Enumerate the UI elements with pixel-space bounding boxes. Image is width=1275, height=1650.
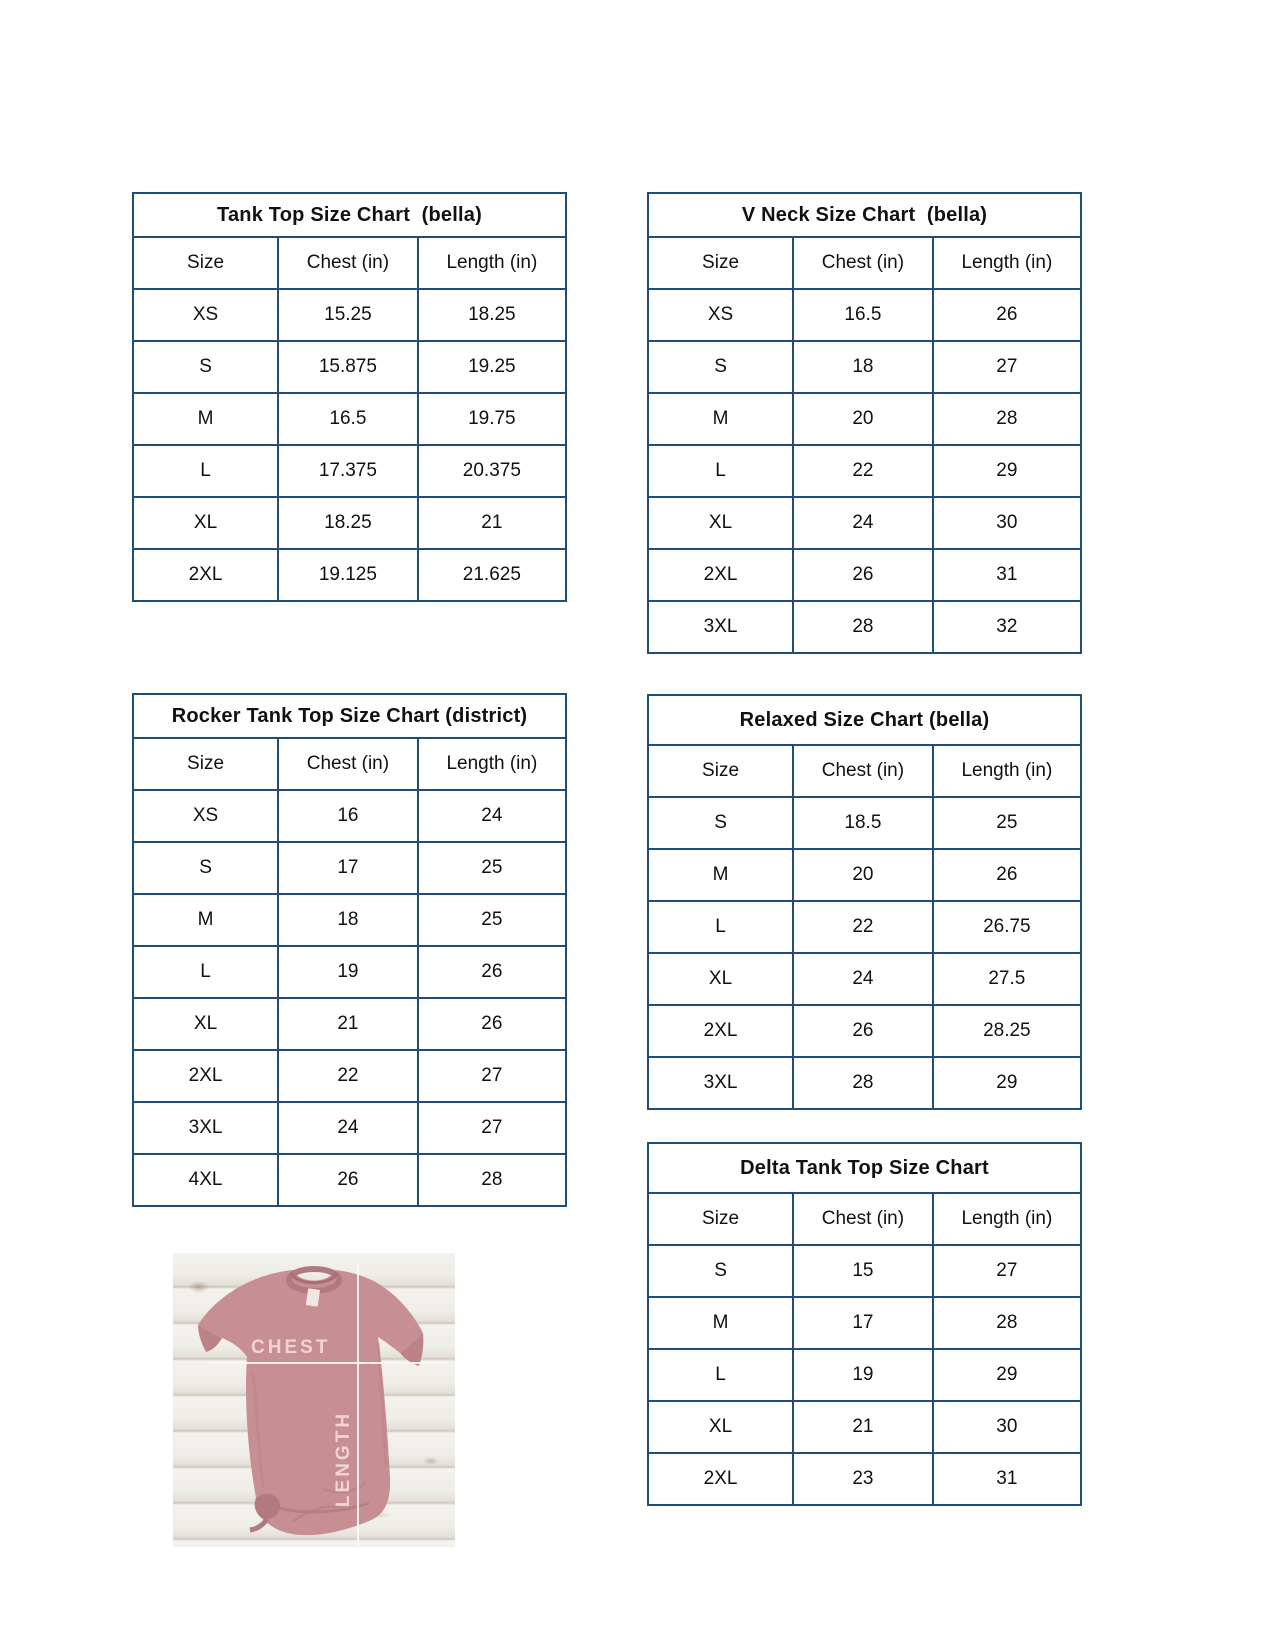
relaxed-size-chart-row-0-cell-2: 25 (932, 798, 1080, 848)
rocker-tank-top-size-chart-row-1-cell-1: 17 (277, 843, 417, 893)
v-neck-size-chart-header-row-cell-2: Length (in) (932, 238, 1080, 288)
delta-tank-top-size-chart-row-1-cell-0: M (712, 1312, 729, 1333)
tank-top-size-chart-header-row-cell-2: Length (in) (417, 238, 565, 288)
delta-tank-top-size-chart-row-4-cell-0: 2XL (703, 1468, 738, 1489)
rocker-tank-top-size-chart-row-1-cell-0: S (199, 857, 212, 878)
v-neck-size-chart-row-5 (649, 548, 1080, 600)
rocker-tank-top-size-chart-row-0-cell-0: XS (192, 805, 219, 826)
delta-tank-top-size-chart-row-4 (649, 1452, 1080, 1504)
length-measure-line (357, 1263, 359, 1547)
v-neck-size-chart-row-2-cell-1: 20 (792, 394, 932, 444)
v-neck-size-chart-row-6-cell-2: 32 (932, 602, 1080, 652)
v-neck-size-chart-header-row (649, 236, 1080, 288)
v-neck-size-chart-row-2 (649, 392, 1080, 444)
rocker-tank-top-size-chart-row-3 (134, 945, 565, 997)
tank-top-size-chart-row-0-cell-1: 15.25 (277, 290, 417, 340)
relaxed-size-chart-row-0-cell-0: S (714, 812, 727, 833)
relaxed-size-chart-row-1-cell-2: 26 (932, 850, 1080, 900)
tank-top-size-chart-table (132, 192, 567, 602)
tank-top-size-chart-row-5-cell-1: 19.125 (277, 550, 417, 600)
delta-tank-top-size-chart-row-2-cell-1: 19 (792, 1350, 932, 1400)
rocker-tank-top-size-chart-row-3-cell-0: L (200, 961, 211, 982)
delta-tank-top-size-chart-row-0-cell-1: 15 (792, 1246, 932, 1296)
relaxed-size-chart-row-4 (649, 1004, 1080, 1056)
tank-top-size-chart-row-5-cell-0: 2XL (188, 564, 223, 585)
v-neck-size-chart-row-3-cell-0: L (715, 460, 726, 481)
rocker-tank-top-size-chart-row-3-cell-2: 26 (417, 947, 565, 997)
rocker-tank-top-size-chart-title: Rocker Tank Top Size Chart (district) (171, 704, 528, 727)
tank-top-size-chart-row-0-cell-0: XS (192, 304, 219, 325)
rocker-tank-top-size-chart-row-1 (134, 841, 565, 893)
tank-top-size-chart-header-row-cell-0: Size (187, 252, 225, 273)
v-neck-size-chart-row-4-cell-1: 24 (792, 498, 932, 548)
v-neck-size-chart-row-5-cell-1: 26 (792, 550, 932, 600)
tank-top-size-chart-row-1-cell-2: 19.25 (417, 342, 565, 392)
tank-top-size-chart-header-row-cell-1: Chest (in) (277, 238, 417, 288)
tank-top-size-chart-row-3-cell-2: 20.375 (417, 446, 565, 496)
length-label: LENGTH (333, 1410, 354, 1508)
rocker-tank-top-size-chart-row-4-cell-2: 26 (417, 999, 565, 1049)
rocker-tank-top-size-chart-row-4-cell-1: 21 (277, 999, 417, 1049)
delta-tank-top-size-chart-row-2-cell-2: 29 (932, 1350, 1080, 1400)
rocker-tank-top-size-chart-row-6-cell-0: 3XL (188, 1117, 223, 1138)
relaxed-size-chart-header-row-cell-2: Length (in) (932, 746, 1080, 796)
delta-tank-top-size-chart-row-2-cell-0: L (715, 1364, 726, 1385)
tank-top-size-chart-header-row (134, 236, 565, 288)
relaxed-size-chart-row-5-cell-1: 28 (792, 1058, 932, 1108)
delta-tank-top-size-chart-row-2 (649, 1348, 1080, 1400)
delta-tank-top-size-chart-row-4-cell-1: 23 (792, 1454, 932, 1504)
v-neck-size-chart-row-2-cell-2: 28 (932, 394, 1080, 444)
tank-top-size-chart-row-3 (134, 444, 565, 496)
relaxed-size-chart-row-3-cell-2: 27.5 (932, 954, 1080, 1004)
rocker-tank-top-size-chart-row-1-cell-2: 25 (417, 843, 565, 893)
v-neck-size-chart-row-5-cell-0: 2XL (703, 564, 738, 585)
chest-label: CHEST (251, 1337, 331, 1358)
rocker-tank-top-size-chart-row-2-cell-2: 25 (417, 895, 565, 945)
tank-top-size-chart-row-2-cell-2: 19.75 (417, 394, 565, 444)
v-neck-size-chart-row-1-cell-1: 18 (792, 342, 932, 392)
tank-top-size-chart-row-5 (134, 548, 565, 600)
rocker-tank-top-size-chart-row-2 (134, 893, 565, 945)
v-neck-size-chart-row-6-cell-1: 28 (792, 602, 932, 652)
relaxed-size-chart-title: Relaxed Size Chart (bella) (739, 708, 990, 731)
relaxed-size-chart-row-2-cell-0: L (715, 916, 726, 937)
v-neck-size-chart-row-6 (649, 600, 1080, 652)
v-neck-size-chart-row-0 (649, 288, 1080, 340)
relaxed-size-chart-row-2 (649, 900, 1080, 952)
tank-top-size-chart-row-1-cell-0: S (199, 356, 212, 377)
relaxed-size-chart-row-3-cell-0: XL (708, 968, 733, 989)
v-neck-size-chart-table (647, 192, 1082, 654)
delta-tank-top-size-chart-row-3-cell-2: 30 (932, 1402, 1080, 1452)
relaxed-size-chart-header-row-cell-1: Chest (in) (792, 746, 932, 796)
v-neck-size-chart-row-1-cell-0: S (714, 356, 727, 377)
v-neck-size-chart-row-1 (649, 340, 1080, 392)
rocker-tank-top-size-chart-header-row (134, 737, 565, 789)
tank-top-size-chart-row-0-cell-2: 18.25 (417, 290, 565, 340)
delta-tank-top-size-chart-row-3-cell-0: XL (708, 1416, 733, 1437)
delta-tank-top-size-chart-row-0-cell-0: S (714, 1260, 727, 1281)
rocker-tank-top-size-chart-row-7-cell-0: 4XL (188, 1169, 223, 1190)
relaxed-size-chart-table (647, 694, 1082, 1110)
delta-tank-top-size-chart-row-3-cell-1: 21 (792, 1402, 932, 1452)
delta-tank-top-size-chart-row-0 (649, 1244, 1080, 1296)
v-neck-size-chart-row-2-cell-0: M (712, 408, 729, 429)
tank-top-size-chart-row-2-cell-0: M (197, 408, 214, 429)
rocker-tank-top-size-chart-row-5-cell-1: 22 (277, 1051, 417, 1101)
tank-top-size-chart-row-0 (134, 288, 565, 340)
relaxed-size-chart-row-4-cell-1: 26 (792, 1006, 932, 1056)
rocker-tank-top-size-chart-header-row-cell-2: Length (in) (417, 739, 565, 789)
rocker-tank-top-size-chart-header-row-cell-1: Chest (in) (277, 739, 417, 789)
relaxed-size-chart-row-3 (649, 952, 1080, 1004)
relaxed-size-chart-header-row-cell-0: Size (702, 760, 740, 781)
relaxed-size-chart-row-0-cell-1: 18.5 (792, 798, 932, 848)
delta-tank-top-size-chart-header-row-cell-1: Chest (in) (792, 1194, 932, 1244)
tank-top-size-chart-row-5-cell-2: 21.625 (417, 550, 565, 600)
rocker-tank-top-size-chart-header-row-cell-0: Size (187, 753, 225, 774)
v-neck-size-chart-row-3-cell-1: 22 (792, 446, 932, 496)
v-neck-size-chart-header-row-cell-0: Size (702, 252, 740, 273)
rocker-tank-top-size-chart-row-6 (134, 1101, 565, 1153)
relaxed-size-chart-row-1-cell-0: M (712, 864, 729, 885)
delta-tank-top-size-chart-title: Delta Tank Top Size Chart (740, 1156, 989, 1179)
rocker-tank-top-size-chart-row-2-cell-0: M (197, 909, 214, 930)
relaxed-size-chart-row-4-cell-2: 28.25 (932, 1006, 1080, 1056)
tank-top-size-chart-row-2-cell-1: 16.5 (277, 394, 417, 444)
tank-top-size-chart-row-3-cell-0: L (200, 460, 211, 481)
relaxed-size-chart-row-3-cell-1: 24 (792, 954, 932, 1004)
tank-top-size-chart-row-3-cell-1: 17.375 (277, 446, 417, 496)
delta-tank-top-size-chart-row-0-cell-2: 27 (932, 1246, 1080, 1296)
delta-tank-top-size-chart-row-4-cell-2: 31 (932, 1454, 1080, 1504)
tank-top-size-chart-row-4-cell-0: XL (193, 512, 218, 533)
v-neck-size-chart-row-1-cell-2: 27 (932, 342, 1080, 392)
relaxed-size-chart-row-2-cell-1: 22 (792, 902, 932, 952)
rocker-tank-top-size-chart-row-0 (134, 789, 565, 841)
v-neck-size-chart-row-4-cell-2: 30 (932, 498, 1080, 548)
chest-measure-line (207, 1362, 449, 1364)
tshirt-measurement-photo (173, 1253, 455, 1547)
v-neck-size-chart-row-0-cell-1: 16.5 (792, 290, 932, 340)
delta-tank-top-size-chart-row-1 (649, 1296, 1080, 1348)
delta-tank-top-size-chart-row-1-cell-1: 17 (792, 1298, 932, 1348)
relaxed-size-chart-header-row (649, 744, 1080, 796)
tshirt-graphic (173, 1253, 455, 1547)
relaxed-size-chart-row-4-cell-0: 2XL (703, 1020, 738, 1041)
rocker-tank-top-size-chart-row-0-cell-2: 24 (417, 791, 565, 841)
rocker-tank-top-size-chart-row-3-cell-1: 19 (277, 947, 417, 997)
delta-tank-top-size-chart-table (647, 1142, 1082, 1506)
relaxed-size-chart-row-1-cell-1: 20 (792, 850, 932, 900)
delta-tank-top-size-chart-header-row-cell-2: Length (in) (932, 1194, 1080, 1244)
tank-top-size-chart-row-4-cell-2: 21 (417, 498, 565, 548)
tank-top-size-chart-row-1 (134, 340, 565, 392)
rocker-tank-top-size-chart-table (132, 693, 567, 1207)
rocker-tank-top-size-chart-row-5 (134, 1049, 565, 1101)
delta-tank-top-size-chart-row-3 (649, 1400, 1080, 1452)
v-neck-size-chart-row-3 (649, 444, 1080, 496)
v-neck-size-chart-row-0-cell-0: XS (707, 304, 734, 325)
relaxed-size-chart-row-5 (649, 1056, 1080, 1108)
rocker-tank-top-size-chart-row-2-cell-1: 18 (277, 895, 417, 945)
rocker-tank-top-size-chart-row-7 (134, 1153, 565, 1205)
delta-tank-top-size-chart-header-row (649, 1192, 1080, 1244)
rocker-tank-top-size-chart-row-4 (134, 997, 565, 1049)
relaxed-size-chart-row-1 (649, 848, 1080, 900)
v-neck-size-chart-row-0-cell-2: 26 (932, 290, 1080, 340)
v-neck-size-chart-title: V Neck Size Chart (bella) (741, 203, 988, 226)
rocker-tank-top-size-chart-row-7-cell-1: 26 (277, 1155, 417, 1205)
rocker-tank-top-size-chart-row-6-cell-2: 27 (417, 1103, 565, 1153)
rocker-tank-top-size-chart-row-4-cell-0: XL (193, 1013, 218, 1034)
delta-tank-top-size-chart-row-1-cell-2: 28 (932, 1298, 1080, 1348)
relaxed-size-chart-row-5-cell-2: 29 (932, 1058, 1080, 1108)
tank-top-size-chart-row-1-cell-1: 15.875 (277, 342, 417, 392)
relaxed-size-chart-row-5-cell-0: 3XL (703, 1072, 738, 1093)
tank-top-size-chart-row-2 (134, 392, 565, 444)
v-neck-size-chart-header-row-cell-1: Chest (in) (792, 238, 932, 288)
rocker-tank-top-size-chart-row-6-cell-1: 24 (277, 1103, 417, 1153)
v-neck-size-chart-row-3-cell-2: 29 (932, 446, 1080, 496)
rocker-tank-top-size-chart-row-5-cell-0: 2XL (188, 1065, 223, 1086)
tank-top-size-chart-row-4-cell-1: 18.25 (277, 498, 417, 548)
delta-tank-top-size-chart-header-row-cell-0: Size (702, 1208, 740, 1229)
v-neck-size-chart-row-4-cell-0: XL (708, 512, 733, 533)
rocker-tank-top-size-chart-row-0-cell-1: 16 (277, 791, 417, 841)
v-neck-size-chart-row-6-cell-0: 3XL (703, 616, 738, 637)
rocker-tank-top-size-chart-row-5-cell-2: 27 (417, 1051, 565, 1101)
v-neck-size-chart-row-5-cell-2: 31 (932, 550, 1080, 600)
tank-top-size-chart-row-4 (134, 496, 565, 548)
relaxed-size-chart-row-2-cell-2: 26.75 (932, 902, 1080, 952)
relaxed-size-chart-row-0 (649, 796, 1080, 848)
tank-top-size-chart-title: Tank Top Size Chart (bella) (217, 203, 482, 226)
v-neck-size-chart-row-4 (649, 496, 1080, 548)
rocker-tank-top-size-chart-row-7-cell-2: 28 (417, 1155, 565, 1205)
